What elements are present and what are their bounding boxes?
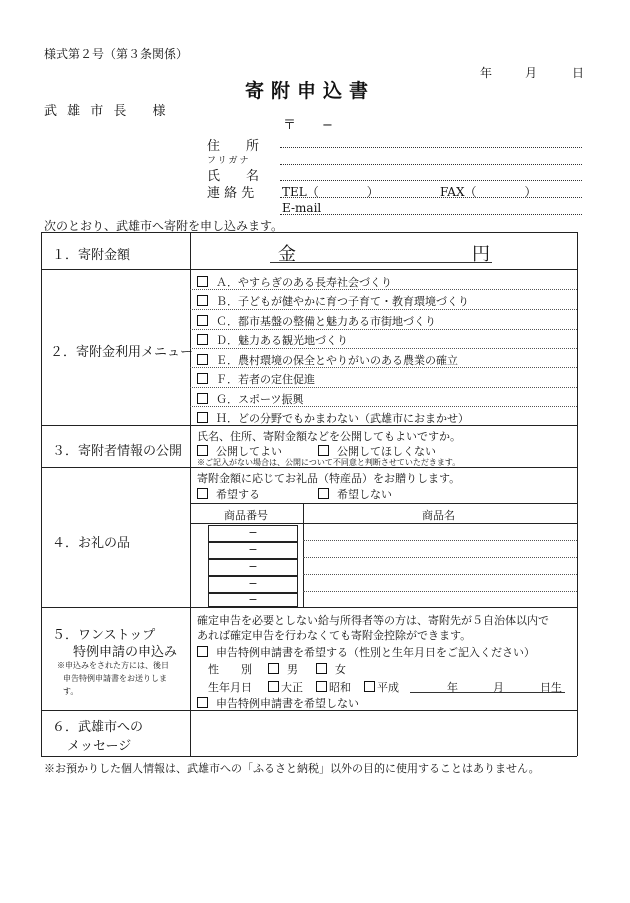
onestop-wish-option[interactable]: 申告特例申請書を希望する（性別と生年月日をご記入ください） bbox=[197, 644, 535, 660]
col-code-header: 商品番号 bbox=[224, 509, 268, 522]
sec5-note-3: す。 bbox=[63, 687, 79, 696]
date-day-label: 日 bbox=[572, 66, 585, 80]
checkbox-icon[interactable] bbox=[316, 681, 327, 692]
birth-label: 生年月日 bbox=[208, 681, 252, 694]
birth-year-label: 年 bbox=[447, 681, 458, 694]
sec3-note: ※ご記入がない場合は、公開について不同意と判断させていただきます。 bbox=[197, 458, 461, 467]
sec3-label: ３．寄附者情報の公開 bbox=[52, 444, 183, 459]
furigana-label: フリガナ bbox=[207, 156, 251, 166]
amount-field[interactable] bbox=[270, 262, 492, 263]
sec5-label-2: 特例申請の申込み bbox=[73, 645, 178, 660]
privacy-note: ※お預かりした個人情報は、武雄市への「ふるさと納税」以外の目的に使用することはありません。 bbox=[44, 762, 540, 775]
col-name-header: 商品名 bbox=[422, 509, 455, 522]
kin-label: 金 bbox=[278, 244, 296, 265]
fax-label: FAX（ ） bbox=[440, 185, 537, 199]
date-month-label: 月 bbox=[525, 66, 538, 80]
form-number: 様式第２号（第３条関係） bbox=[44, 47, 189, 61]
era-showa-option[interactable]: 昭和 bbox=[316, 679, 351, 695]
checkbox-icon[interactable] bbox=[197, 412, 208, 423]
recipient: 武 雄 市 長 様 bbox=[44, 104, 169, 119]
sec5-desc-1: 確定申告を必要としない給与所得者等の方は、寄附先が５自治体以内で bbox=[197, 614, 549, 627]
gift-code-input-2[interactable]: − bbox=[208, 542, 298, 559]
en-label: 円 bbox=[472, 244, 490, 265]
menu-option-c[interactable]: Ｃ．都市基盤の整備と魅力ある市街地づくり bbox=[197, 313, 436, 329]
checkbox-icon[interactable] bbox=[197, 315, 208, 326]
menu-option-a[interactable]: Ａ．やすらぎのある長寿社会づくり bbox=[197, 274, 392, 290]
page-title: 寄附申込書 bbox=[245, 80, 376, 102]
gift-code-input-4[interactable]: − bbox=[208, 576, 298, 593]
message-field[interactable] bbox=[192, 712, 575, 754]
sec5-note-1: ※申込みをされた方には、後日 bbox=[57, 661, 169, 670]
gift-no-option[interactable]: 希望しない bbox=[318, 486, 392, 502]
checkbox-icon[interactable] bbox=[316, 663, 327, 674]
male-option[interactable]: 男 bbox=[268, 661, 298, 677]
sec5-desc-2: あれば確定申告を行わなくても寄附金控除ができます。 bbox=[197, 629, 472, 642]
female-option[interactable]: 女 bbox=[316, 661, 346, 677]
checkbox-icon[interactable] bbox=[197, 488, 208, 499]
menu-option-e[interactable]: Ｅ．農村環境の保全とやりがいのある農業の確立 bbox=[197, 352, 458, 368]
gift-code-input-3[interactable]: − bbox=[208, 559, 298, 576]
address-label: 住 所 bbox=[207, 139, 260, 154]
checkbox-icon[interactable] bbox=[268, 663, 279, 674]
gift-code-input-5[interactable]: − bbox=[208, 593, 298, 607]
sec3-question: 氏名、住所、寄附金額などを公開してもよいですか。 bbox=[197, 430, 461, 443]
sex-label: 性 別 bbox=[208, 663, 252, 676]
checkbox-icon[interactable] bbox=[197, 646, 208, 657]
sec5-note-2: 申告特例申請書をお送りしま bbox=[63, 674, 167, 683]
birth-day-label: 日生 bbox=[540, 681, 562, 694]
checkbox-icon[interactable] bbox=[268, 681, 279, 692]
sec1-label: １．寄附金額 bbox=[52, 248, 131, 263]
checkbox-icon[interactable] bbox=[197, 334, 208, 345]
contact-label: 連 絡 先 bbox=[207, 186, 255, 201]
tel-fax-field[interactable] bbox=[280, 197, 582, 198]
birth-month-label: 月 bbox=[493, 681, 504, 694]
postal-mark: 〒 − bbox=[283, 118, 333, 133]
era-heisei-option[interactable]: 平成 bbox=[364, 679, 399, 695]
checkbox-icon[interactable] bbox=[197, 445, 208, 456]
sec2-label: ２．寄附金利用メニュー bbox=[50, 345, 194, 360]
checkbox-icon[interactable] bbox=[364, 681, 375, 692]
sec6-label-1: ６．武雄市への bbox=[52, 720, 144, 735]
era-taisho-option[interactable]: 大正 bbox=[268, 679, 303, 695]
checkbox-icon[interactable] bbox=[318, 445, 329, 456]
furigana-field[interactable] bbox=[280, 164, 582, 165]
gift-code-input-1[interactable]: − bbox=[208, 525, 298, 542]
sec4-question: 寄附金額に応じてお礼品（特産品）をお贈りします。 bbox=[197, 472, 461, 485]
email-field[interactable] bbox=[280, 214, 582, 215]
name-field[interactable] bbox=[280, 180, 582, 181]
menu-option-d[interactable]: Ｄ．魅力ある観光地づくり bbox=[197, 332, 348, 348]
checkbox-icon[interactable] bbox=[197, 295, 208, 306]
date-year-label: 年 bbox=[480, 66, 493, 80]
sec6-label-2: メッセージ bbox=[67, 739, 132, 754]
menu-option-g[interactable]: Ｇ．スポーツ振興 bbox=[197, 391, 304, 407]
onestop-nowish-option[interactable]: 申告特例申請書を希望しない bbox=[197, 695, 359, 711]
tel-label: TEL（ ） bbox=[282, 185, 379, 199]
checkbox-icon[interactable] bbox=[318, 488, 329, 499]
publish-no-option[interactable]: 公開してほしくない bbox=[318, 443, 436, 459]
email-label: E-mail bbox=[282, 201, 322, 215]
publish-yes-option[interactable]: 公開してよい bbox=[197, 443, 282, 459]
checkbox-icon[interactable] bbox=[197, 373, 208, 384]
name-label: 氏 名 bbox=[207, 169, 260, 184]
menu-option-b[interactable]: Ｂ．子どもが健やかに育つ子育て・教育環境づくり bbox=[197, 293, 469, 309]
checkbox-icon[interactable] bbox=[197, 697, 208, 708]
menu-option-h[interactable]: Ｈ．どの分野でもかまわない（武雄市におまかせ） bbox=[197, 410, 469, 426]
intro-text: 次のとおり、武雄市へ寄附を申し込みます。 bbox=[44, 219, 284, 233]
birthdate-field[interactable] bbox=[410, 692, 565, 693]
checkbox-icon[interactable] bbox=[197, 354, 208, 365]
address-field[interactable] bbox=[280, 147, 582, 148]
menu-option-f[interactable]: Ｆ．若者の定住促進 bbox=[197, 371, 315, 387]
gift-yes-option[interactable]: 希望する bbox=[197, 486, 260, 502]
sec4-label: ４．お礼の品 bbox=[52, 536, 131, 551]
checkbox-icon[interactable] bbox=[197, 276, 208, 287]
checkbox-icon[interactable] bbox=[197, 393, 208, 404]
sec5-label-1: ５．ワンストップ bbox=[52, 628, 156, 643]
